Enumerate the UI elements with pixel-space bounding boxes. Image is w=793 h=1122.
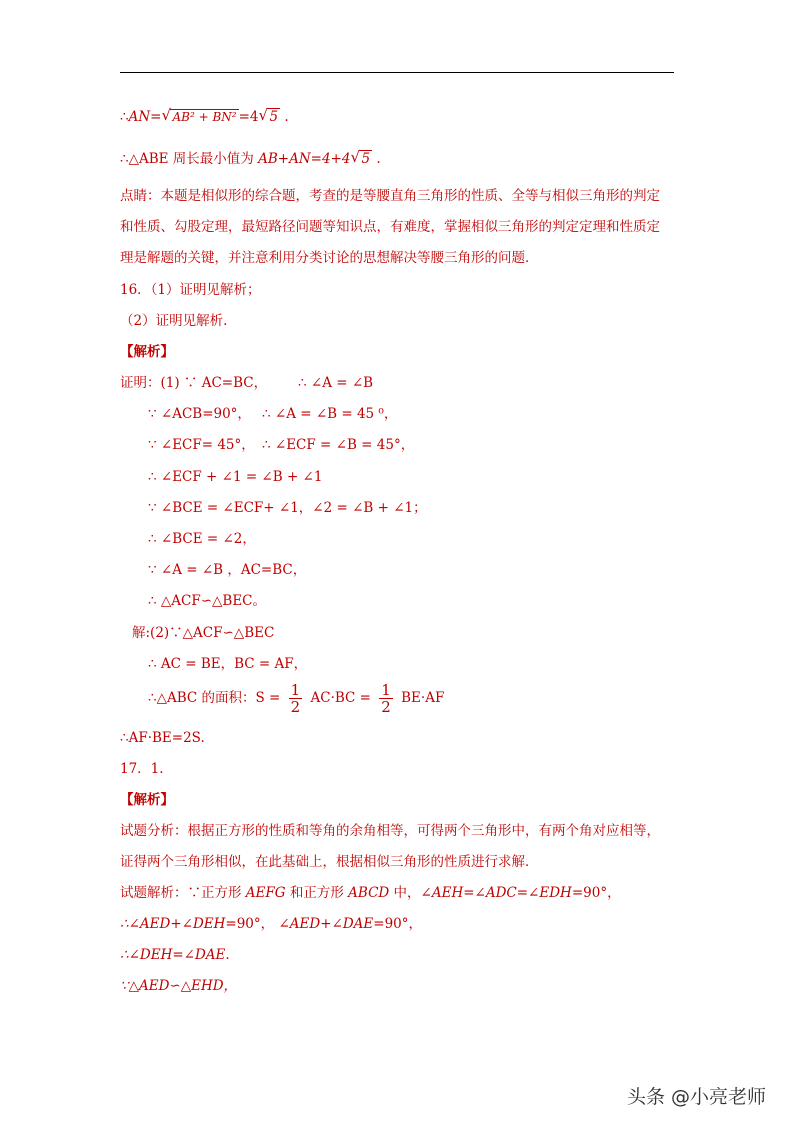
area-formula: ∴△ABC 的面积：S = $\frac{1}{2}$ AC·BC = $\frac{1}{2}$ BE·AF — [148, 681, 445, 716]
q17-line-2: 证得两个三角形相似，在此基础上，根据相似三角形的性质进行求解． — [120, 854, 539, 870]
note-line-2: 和性质、勾股定理，最短路径问题等知识点，有难度，掌握相似三角形的判定定理和性质定 — [120, 219, 660, 235]
q17-heading: 17．1. — [120, 761, 164, 777]
q17-line-3: 试题解析：∵正方形 AEFG 和正方形 ABCD 中，∠AEH=∠ADC=∠EDH=90°， — [120, 885, 621, 901]
proof-line-2b: ∴ ∠A = ∠B = 45 ⁰， — [262, 406, 398, 422]
note-line-1: 点睛：本题是相似形的综合题，考查的是等腰直角三角形的性质、全等与相似三角形的判定 — [120, 188, 660, 204]
q17-line-5: ∴∠DEH=∠DAE. — [120, 947, 230, 963]
author-watermark: 头条 @小亮老师 — [627, 1086, 767, 1108]
q17-line-1: 试题分析：根据正方形的性质和等角的余角相等，可得两个三角形中，有两个角对应相等， — [120, 823, 660, 839]
proof-line-3b: ∴ ∠ECF = ∠B = 45°， — [262, 437, 415, 453]
header-rule — [120, 72, 674, 73]
note-line-3: 理是解题的关键，并注意利用分类讨论的思想解决等腰三角形的问题． — [120, 250, 539, 266]
proof-line-10: ∴ AC = BE，BC = AF， — [148, 656, 308, 672]
fraction-half-2: $\frac{1}{2}$ — [381, 681, 391, 716]
proof-line-2a: ∵ ∠ACB=90°， — [148, 406, 251, 422]
q17-analysis-label: 【解析】 — [120, 792, 174, 808]
q16-part2: （2）证明见解析. — [120, 313, 228, 329]
proof-line-5: ∵ ∠BCE = ∠ECF+ ∠1，∠2 = ∠B + ∠1； — [148, 500, 427, 516]
fraction-half-1: $\frac{1}{2}$ — [290, 681, 301, 716]
proof-line-6: ∴ ∠BCE = ∠2， — [148, 531, 256, 547]
proof-line-3a: ∵ ∠ECF= 45°， — [148, 437, 255, 453]
q17-line-4: ∴∠AED+∠DEH=90°， ∠AED+∠DAE=90°， — [120, 916, 422, 932]
q16-heading: 16．（1）证明见解析； — [120, 282, 261, 298]
q17-line-6: ∵△AED∽△EHD， — [120, 978, 238, 994]
proof-line-1b: ∴ ∠A = ∠B — [298, 375, 374, 391]
proof-line-1a: 证明：(1) ∵ AC=BC， — [120, 375, 268, 391]
proof-line-7: ∵ ∠A = ∠B ，AC=BC， — [148, 562, 307, 578]
proof-line-8: ∴ △ACF∽△BEC。 — [148, 593, 267, 609]
proof-line-9: 解:(2)∵△ACF∽△BEC — [132, 625, 275, 641]
proof-line-12: ∴AF·BE=2S. — [120, 730, 205, 746]
q16-analysis-label: 【解析】 — [120, 344, 174, 360]
proof-line-4: ∴ ∠ECF + ∠1 = ∠B + ∠1 — [148, 469, 323, 485]
line-an-equation: ∴AN=√ AB² + BN² =4√ 5 . — [120, 108, 289, 126]
line-perimeter-min: ∴△ABE 周长最小值为 AB+AN=4+4√ 5 . — [120, 150, 381, 168]
